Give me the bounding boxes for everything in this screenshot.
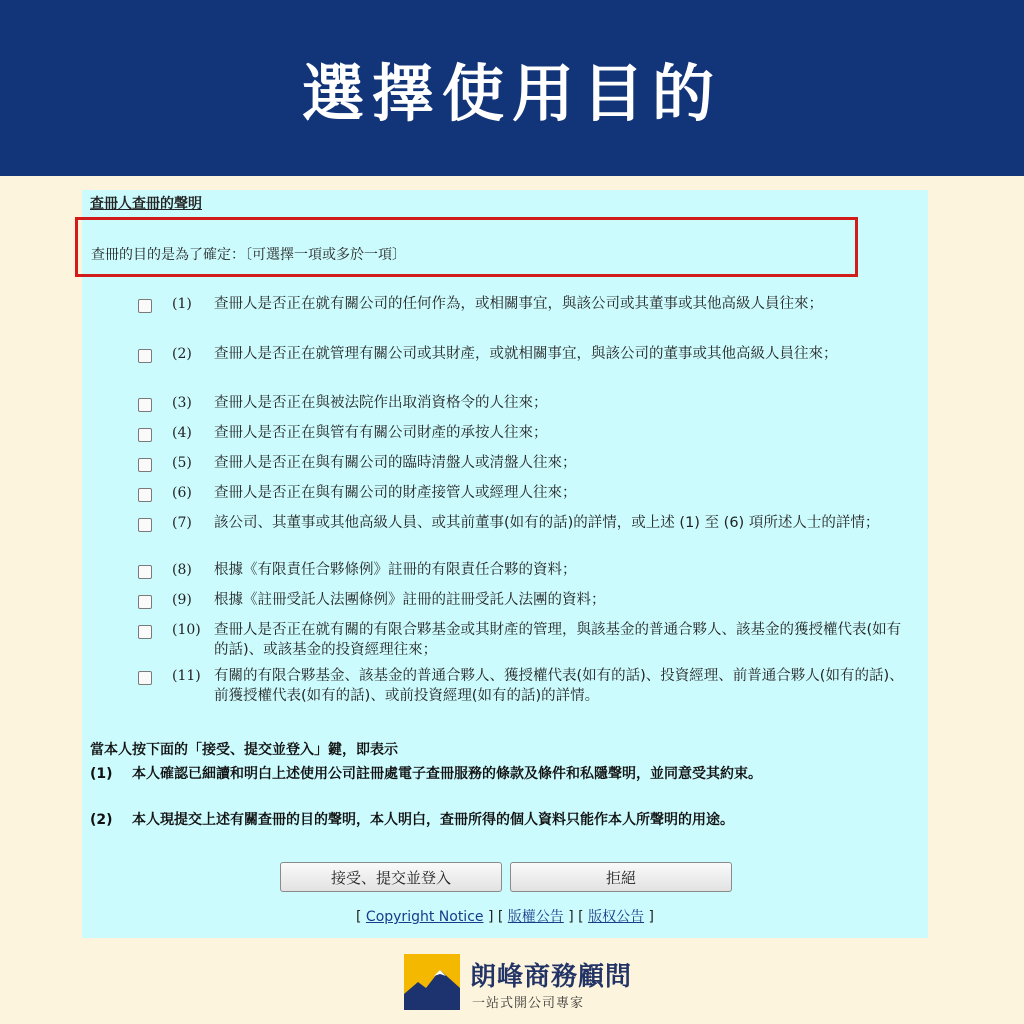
option-text: 有關的有限合夥基金、該基金的普通合夥人、獲授權代表(如有的話)、投資經理、前普通合夥人(如有的話)、前獲授權代表(如有的話)、或前投資經理(如有的話)的詳情。 (214, 668, 904, 704)
form-heading: 查冊人查冊的聲明 (90, 196, 202, 212)
bracket: ] (648, 909, 654, 925)
header-banner (0, 0, 1024, 176)
option-text: 根據《註冊受託人法團條例》註冊的註冊受託人法團的資料； (214, 592, 606, 608)
checkbox[interactable] (138, 398, 152, 412)
brand-logo-icon (404, 954, 460, 1010)
option-text: 查冊人是否正在就有關的有限合夥基金或其財產的管理，與該基金的普通合夥人、該基金的獲授權代表(如有的話)、或該基金的投資經理往來； (214, 622, 902, 658)
copyright-notice-link[interactable]: Copyright Notice (365, 909, 484, 925)
brand-name: 朗峰商務顧問 (470, 962, 633, 992)
statement-form (82, 190, 928, 938)
copyright-tc-link[interactable]: 版權公告 (507, 909, 564, 925)
option-number: (11) (172, 668, 201, 684)
option-number: (8) (172, 562, 192, 578)
purpose-option-8[interactable] (138, 560, 918, 580)
declaration-item-2 (90, 810, 920, 830)
option-number: (10) (172, 622, 201, 638)
reject-button[interactable]: 拒絕 (510, 862, 732, 892)
purpose-option-11[interactable] (138, 666, 918, 706)
option-text: 查冊人是否正在與被法院作出取消資格令的人往來； (214, 395, 548, 411)
checkbox[interactable] (138, 625, 152, 639)
brand-tagline: 一站式開公司專家 (472, 996, 585, 1011)
purpose-option-7[interactable] (138, 513, 918, 533)
option-text: 查冊人是否正在就有關公司的任何作為，或相關事宜，與該公司或其董事或其他高級人員往來； (214, 296, 823, 312)
purpose-option-3[interactable] (138, 393, 918, 413)
purpose-prompt: 查冊的目的是為了確定：〔可選擇一項或多於一項〕 (91, 247, 406, 263)
declaration-item-1 (90, 764, 920, 784)
option-number: (5) (172, 455, 192, 471)
option-text: 查冊人是否正在與有關公司的財產接管人或經理人往來； (214, 485, 577, 501)
checkbox[interactable] (138, 518, 152, 532)
checkbox[interactable] (138, 565, 152, 579)
checkbox[interactable] (138, 488, 152, 502)
option-number: (2) (172, 346, 192, 362)
purpose-option-10[interactable] (138, 620, 918, 660)
option-number: (1) (172, 296, 192, 312)
declaration-number: (2) (90, 812, 113, 828)
option-text: 查冊人是否正在就管理有關公司或其財產，或就相關事宜，與該公司的董事或其他高級人員往來； (214, 346, 838, 362)
copyright-sc-link[interactable]: 版权公告 (588, 909, 645, 925)
accept-submit-login-button[interactable]: 接受、提交並登入 (280, 862, 502, 892)
option-text: 該公司、其董事或其他高級人員、或其前董事(如有的話)的詳情，或上述 (1) 至 (6) 項所述人士的詳情； (214, 515, 880, 531)
footer-links (82, 906, 928, 926)
purpose-option-4[interactable] (138, 423, 918, 443)
option-text: 查冊人是否正在與管有有關公司財產的承按人往來； (214, 425, 548, 441)
purpose-option-5[interactable] (138, 453, 918, 473)
checkbox[interactable] (138, 299, 152, 313)
checkbox[interactable] (138, 458, 152, 472)
option-number: (9) (172, 592, 192, 608)
purpose-option-1[interactable] (138, 294, 918, 314)
purpose-option-9[interactable] (138, 590, 918, 610)
option-number: (3) (172, 395, 192, 411)
checkbox[interactable] (138, 428, 152, 442)
checkbox[interactable] (138, 349, 152, 363)
option-number: (4) (172, 425, 192, 441)
page-title: 選擇使用目的 (301, 56, 722, 130)
checkbox[interactable] (138, 671, 152, 685)
option-number: (6) (172, 485, 192, 501)
declaration-text: 本人現提交上述有關查冊的目的聲明，本人明白，查冊所得的個人資料只能作本人所聲明的用途。 (132, 812, 734, 828)
checkbox[interactable] (138, 595, 152, 609)
bracket: ] [ (487, 909, 504, 925)
declaration-number: (1) (90, 766, 113, 782)
bracket: ] [ (568, 909, 584, 925)
purpose-option-2[interactable] (138, 344, 918, 364)
option-text: 查冊人是否正在與有關公司的臨時清盤人或清盤人往來； (214, 455, 577, 471)
option-text: 根據《有限責任合夥條例》註冊的有限責任合夥的資料； (214, 562, 577, 578)
option-number: (7) (172, 515, 192, 531)
purpose-option-6[interactable] (138, 483, 918, 503)
declaration-text: 本人確認已細讀和明白上述使用公司註冊處電子查冊服務的條款及條件和私隱聲明，並同意受其約束。 (132, 766, 762, 782)
declaration-title: 當本人按下面的「接受、提交並登入」鍵，即表示 (90, 742, 398, 758)
bracket: [ (356, 909, 362, 925)
